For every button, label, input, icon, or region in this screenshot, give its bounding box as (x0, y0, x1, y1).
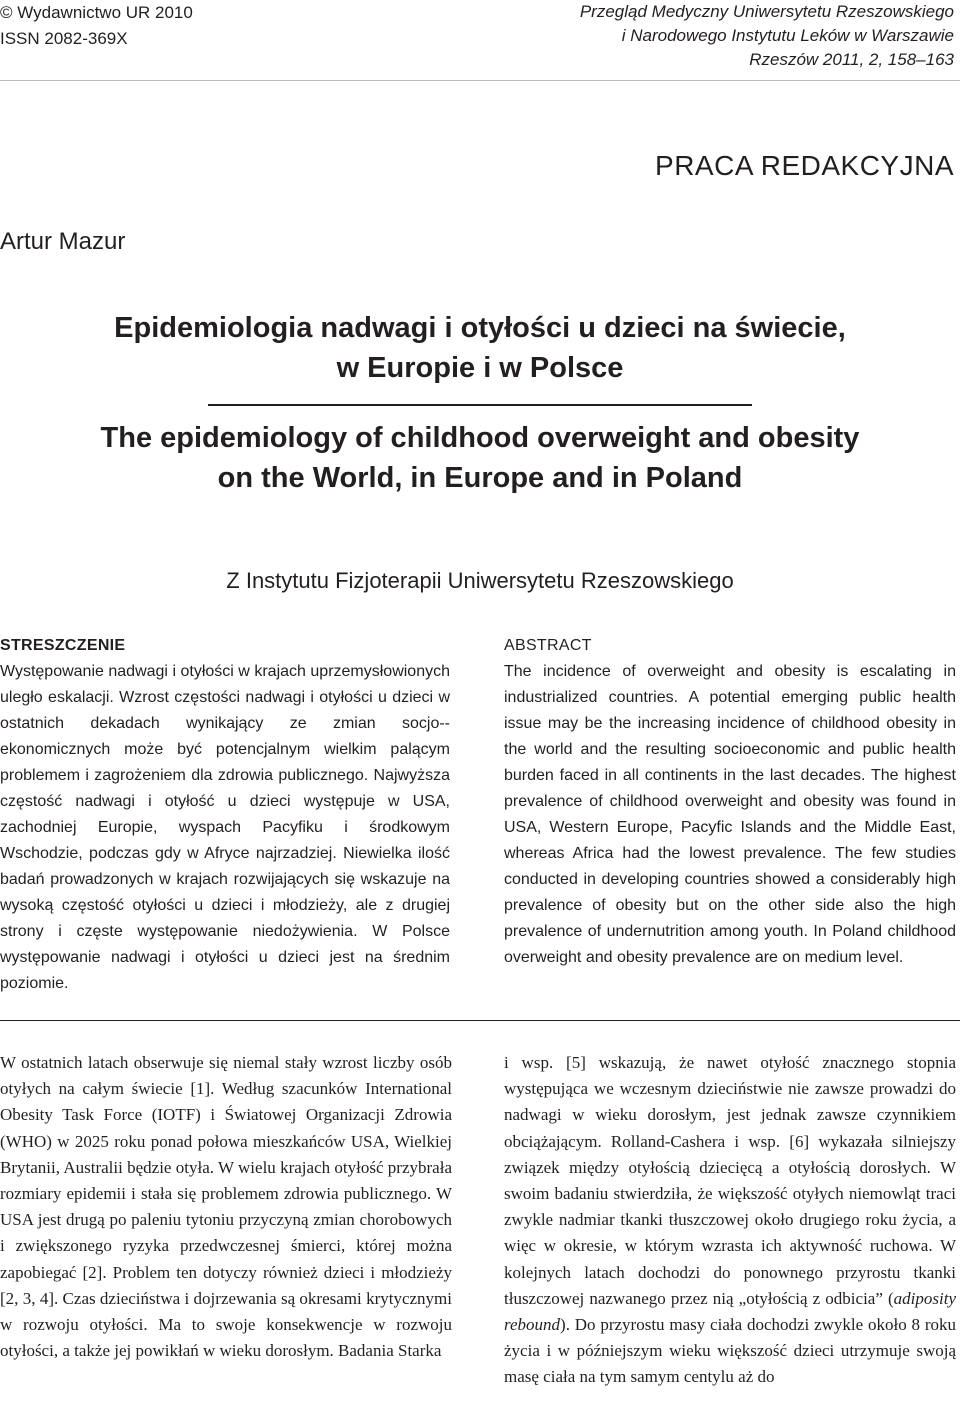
issn-line: ISSN 2082-369X (0, 29, 128, 48)
body-paragraph-left: W ostatnich latach obserwuje się niemal stały wzrost liczby osób otyłych na całym świecie [1]. Według szacunków International Obesity Task Force (IOTF) i Światowej Organizacji Zdrowia (WHO) w 2025 roku ponad połowa mieszkańców USA, Wielkiej Brytanii, Australii będzie otyła. W wielu krajach otyłość przybrała rozmiary epidemii i stała się problemem zdrowia publicznego. W USA jest drugą po paleniu tytoniu przyczyną zmian chorobowych i zwiększonego ryzyka przedwczesnej śmierci, której można zapobiegać [2]. Problem ten dotyczy również dzieci i młodzieży [2, 3, 4]. Czas dzieciństwa i dojrzewania są okresami krytycznymi w rozwoju otyłości. Ma to swoje konsekwencje w rozwoju otyłości, a także jej powikłań w wieku dorosłym. Badania Starka (0, 1053, 452, 1361)
title-polish (0, 308, 960, 388)
title-divider (208, 404, 752, 406)
abstract-polish-text: Występowanie nadwagi i otyłości w krajach uprzemysłowionych uległo eskalacji. Wzrost częstości nadwagi i otyłości u dzieci w ostatnich dekadach wynikający ze zmian socjo--ekonomicznych może być potencjalnym wielkim palącym problemem i zagrożeniem dla zdrowia publicznego. Najwyższa częstość nadwagi i otyłość u dzieci występuje w USA, zachodniej Europie, wyspach Pacyfiku i środkowym Wschodzie, podczas gdy w Afryce najrzadziej. Niewielka ilość badań prowadzonych w krajach rozwijających się wskazuje na wysoką częstość otyłości u dzieci i młodzieży, ale z drugiej strony i częste występowanie niedożywienia. W Polsce występowanie nadwagi i otyłości u dzieci jest na średnim poziomie. (0, 663, 450, 992)
author-name: Artur Mazur (0, 228, 126, 255)
title-polish-line-2: w Europie i w Polsce (336, 352, 624, 384)
abstract-polish-heading: STRESZCZENIE (0, 637, 126, 654)
title-english-line-1: The epidemiology of childhood overweight and obesity (100, 422, 860, 454)
journal-citation-block (580, 0, 954, 72)
body-column-right (504, 1050, 956, 1391)
body-right-italic-term: adiposity rebound (504, 1288, 956, 1335)
title-english-line-2: on the World, in Europe and in Poland (217, 462, 743, 494)
journal-name-line-2: i Narodowego Instytutu Leków w Warszawie (621, 26, 954, 45)
body-right-text-1: i wsp. [5] wskazują, że nawet otyłość znacznego stopnia występująca we wczesnym dzieciństwie nie zawsze prowadzi do nadwagi w wieku dorosłym, jest jednak zawsze czynnikiem obciążającym. Rolland-Cashera i wsp. [6] wykazała silniejszy związek między otyłością dziecięcą a otyłością dorosłych. W swoim badaniu stwierdziła, że większość otyłych niemowląt traci zwykle nadmiar tkanki tłuszczowej około drugiego roku życia, a więc w okresie, w którym wzrasta ich aktywność ruchowa. W kolejnych latach dochodzi do ponownego przyrostu tkanki tłuszczowej nazwanego przez nią „otyłością z odbicia” ( (504, 1053, 956, 1308)
copyright-line: © Wydawnictwo UR 2010 (0, 3, 193, 22)
journal-issue-line: Rzeszów 2011, 2, 158–163 (749, 50, 954, 69)
journal-name-line-1: Przegląd Medyczny Uniwersytetu Rzeszowskiego (579, 2, 954, 21)
abstract-body-divider (0, 1020, 960, 1021)
title-english (0, 418, 960, 498)
header-divider (0, 80, 960, 81)
abstract-english-text: The incidence of overweight and obesity is escalating in industrialized countries. A potential emerging public health issue may be the increasing incidence of childhood obesity in the world and the resulting socioeconomic and public health burden faced in all continents in the last decades. The highest prevalence of childhood overweight and obesity was found in USA, Western Europe, Pacyfic Islands and the Middle East, whereas Africa had the lowest prevalence. The few studies conducted in developing countries showed a considerably high prevalence of obesity but on the other side also the high prevalence of undernutrition among youth. In Poland childhood overweight and obesity prevalence are on medium level. (504, 663, 956, 966)
abstract-english-heading: ABSTRACT (504, 637, 592, 654)
abstract-english (504, 633, 956, 971)
article-type-label: PRACA REDAKCYJNA (655, 150, 954, 181)
abstract-polish (0, 633, 450, 997)
title-polish-line-1: Epidemiologia nadwagi i otyłości u dzieci na świecie, (114, 312, 846, 344)
body-right-text-2: ). Do przyrostu masy ciała dochodzi zwykle około 8 roku życia i w późniejszym wieku większość dzieci utrzymuje swoją masę ciała na tym samym centylu aż do (504, 1315, 956, 1387)
body-column-left (0, 1050, 452, 1364)
affiliation: Z Instytutu Fizjoterapii Uniwersytetu Rzeszowskiego (226, 568, 734, 593)
journal-publisher-block (0, 0, 193, 52)
body-paragraph-right (504, 1050, 956, 1391)
